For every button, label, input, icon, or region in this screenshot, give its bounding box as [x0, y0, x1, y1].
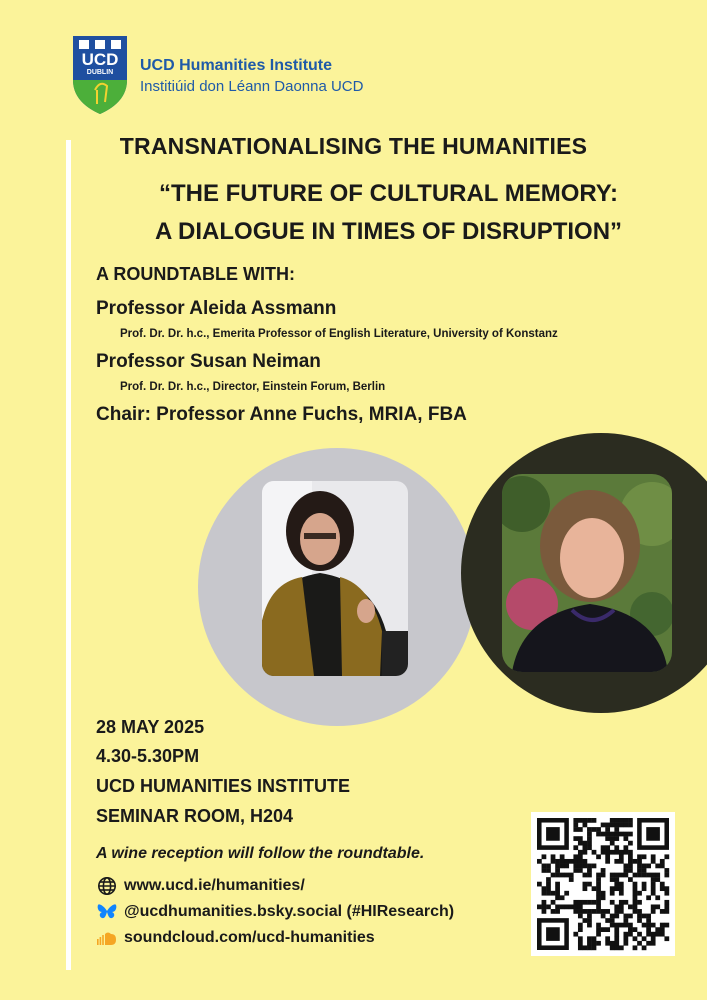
- speaker-affiliation: Prof. Dr. Dr. h.c., Director, Einstein Forum, Berlin: [120, 381, 386, 393]
- chair-name: Chair: Professor Anne Fuchs, MRIA, FBA: [96, 404, 467, 425]
- speaker-affiliation: Prof. Dr. Dr. h.c., Emerita Professor of English Literature, University of Konstanz: [120, 328, 558, 340]
- vertical-divider: [66, 140, 71, 970]
- soundcloud-icon: [96, 928, 118, 948]
- reception-note: A wine reception will follow the roundtable.: [96, 845, 425, 862]
- institute-name: UCD Humanities Institute: [140, 57, 333, 74]
- event-title: [70, 175, 707, 251]
- event-room: SEMINAR ROOM, H204: [96, 806, 294, 826]
- portrait-susan-neiman: [502, 474, 672, 672]
- butterfly-icon: [96, 902, 118, 922]
- portrait-aleida-assmann: [262, 481, 408, 676]
- event-title-line2: A DIALOGUE IN TIMES OF DISRUPTION”: [154, 218, 623, 245]
- roundtable-label: A ROUNDTABLE WITH:: [96, 264, 295, 284]
- event-time: 4.30-5.30PM: [96, 746, 200, 766]
- globe-icon: [96, 876, 118, 896]
- soundcloud-link[interactable]: [96, 928, 375, 948]
- website-link[interactable]: [96, 876, 305, 896]
- logo-text-dublin: DUBLIN: [86, 69, 114, 76]
- event-date: 28 MAY 2025: [96, 717, 205, 737]
- speaker-name: Professor Aleida Assmann: [96, 298, 337, 319]
- website-link-text: www.ucd.ie/humanities/: [124, 877, 305, 894]
- event-venue: UCD HUMANITIES INSTITUTE: [96, 776, 350, 796]
- soundcloud-link-text: soundcloud.com/ucd-humanities: [124, 929, 375, 946]
- speaker-name: Professor Susan Neiman: [96, 351, 321, 372]
- event-title-line1: “THE FUTURE OF CULTURAL MEMORY:: [158, 180, 619, 207]
- bluesky-link-text: @ucdhumanities.bsky.social (#HIResearch): [124, 903, 455, 920]
- logo-text-ucd: UCD: [81, 50, 119, 69]
- bluesky-link[interactable]: [96, 902, 454, 922]
- qr-code[interactable]: [531, 812, 675, 956]
- ucd-crest-logo: [73, 36, 127, 114]
- institute-name-irish: Institiúid don Léann Daonna UCD: [140, 78, 364, 95]
- series-title: TRANSNATIONALISING THE HUMANITIES: [119, 133, 588, 159]
